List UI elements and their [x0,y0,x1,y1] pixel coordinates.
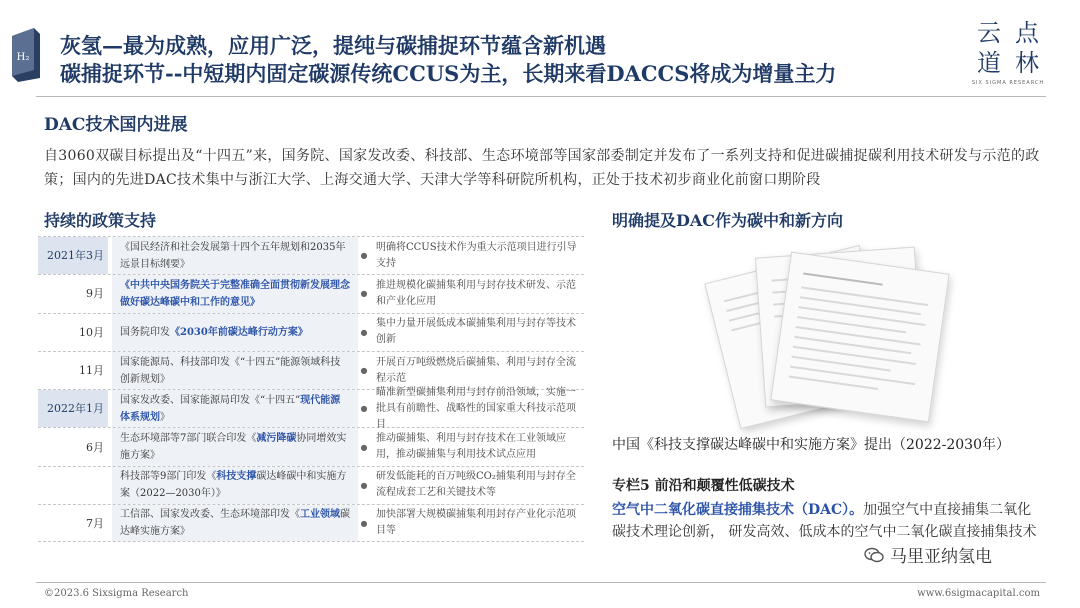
wechat-label: 马里亚纳氢电 [890,547,992,567]
divider-bottom [36,582,1046,583]
row-desc: 开展百万吨级燃烧后碳捕集、利用与封存全流程示范 [376,356,576,384]
row-doc: 工信部、国家发改委、生态环境部印发《工业领域碳达峰实施方案》 [108,505,358,541]
row-doc: 国务院印发《2030年前碳达峰行动方案》 [108,314,358,351]
brand-logo [958,18,1058,86]
bullet-icon: ● [360,442,368,452]
bullet-icon: ● [360,404,368,414]
divider-top [36,96,1046,97]
row-doc: 《中共中央国务院关于完整准确全面贯彻新发展理念做好碳达峰碳中和工作的意见》 [108,275,358,312]
table-row [38,274,584,312]
wechat-icon [864,547,884,563]
bullet-icon: ● [360,251,368,261]
row-doc: 生态环境部等7部门联合印发《减污降碳协同增效实施方案》 [108,428,358,465]
table-row [38,466,584,504]
row-desc: 加快部署大规模碳捕集利用封存产业化示范项目等 [376,509,576,537]
row-desc: 研发低能耗的百万吨级CO₂捕集利用与封存全流程成套工艺和关键技术等 [376,471,576,499]
section-title: DAC技术国内进展 [44,115,188,135]
intro-paragraph: 自3060双碳目标提出及“十四五”来，国务院、国家发改委、科技部、生态环境部等国家部委制定并发布了一系列支持和促进碳捕捉碳利用技术研发与示范的政策；国内的先进DAC技术集中与浙江大学、上海交通大学、天津大学等科研院所机构，正处于技术初步商业化前窗口期阶段 [44,148,1040,188]
table-row [38,386,584,430]
row-date: 11月 [79,364,104,378]
row-desc: 推动碳捕集、利用与封存技术在工业领域应用，推动碳捕集与利用技术试点应用 [376,433,566,461]
document-pages-image [700,232,960,428]
table-row [38,351,584,389]
table-row [38,236,584,274]
page-title-line2: 碳捕捉环节--中短期内固定碳源传统CCUS为主，长期来看DACCS将成为增量主力 [60,61,837,86]
hydrogen-logo-icon [8,26,42,82]
paper-sheet [770,252,949,423]
row-date: 2022年1月 [38,390,108,427]
row-date: 9月 [86,287,104,301]
row-doc: 《国民经济和社会发展第十四个五年规划和2035年远景目标纲要》 [108,237,358,274]
row-desc: 明确将CCUS技术作为重大示范项目进行引导支持 [376,241,577,269]
plan-caption: 中国《科技支撑碳达峰碳中和实施方案》提出（2022-2030年） [612,437,1010,453]
policy-table [38,236,584,542]
table-row [38,427,584,465]
logo-text: H₂ [16,52,30,63]
dac-title: 明确提及DAC作为碳中和新方向 [612,211,844,230]
footer-website: www.6sigmacapital.com [917,588,1040,599]
table-row [38,504,584,542]
row-doc: 国家能源局、科技部印发《“十四五”能源领域科技创新规划》 [108,352,358,389]
row-date: 6月 [86,440,104,454]
row-doc: 科技部等9部门印发《科技支撑碳达峰碳中和实施方案（2022—2030年）》 [108,467,358,504]
bullet-icon: ● [360,327,368,337]
row-date [38,467,108,504]
footer-copyright: ©2023.6 Sixsigma Research [44,588,189,599]
row-desc: 集中力量开展低成本碳捕集利用与封存等技术创新 [376,318,576,346]
column-highlight: 空气中二氧化碳直接捕集技术（DAC）。 [612,502,864,518]
policy-title: 持续的政策支持 [44,211,157,230]
bullet-icon: ● [360,518,368,528]
row-doc: 国家发改委、国家能源局印发《“十四五”现代能源体系规划》 [108,390,358,427]
row-date: 7月 [86,516,104,530]
brand-en: SIX SIGMA RESEARCH [971,80,1045,86]
brand-cn: 云点道林 [977,19,1053,77]
bullet-icon: ● [360,289,368,299]
wechat-watermark [864,542,992,567]
row-desc: 推进规模化碳捕集利用与封存技术研发、示范和产业化应用 [376,279,576,307]
row-date: 2021年3月 [38,237,108,274]
bullet-icon: ● [360,480,368,490]
column-text: 加强空气中直接捕集二氧化碳技术理论创新， 研发高效、低成本的空气中二氧化碳直接捕集技术 [612,502,1037,540]
row-desc: 瞄准新型碳捕集利用与封存前沿领域，实施一批具有前瞻性、战略性的国家重大科技示范项目 [376,386,576,430]
row-date: 10月 [79,325,104,339]
page-title-line1: 灰氢—最为成熟，应用广泛，提纯与碳捕捉环节蕴含新机遇 [60,33,606,58]
column-title: 专栏5 前沿和颠覆性低碳技术 [612,478,795,494]
column-body [612,499,1042,543]
bullet-icon: ● [360,366,368,376]
table-row [38,313,584,351]
